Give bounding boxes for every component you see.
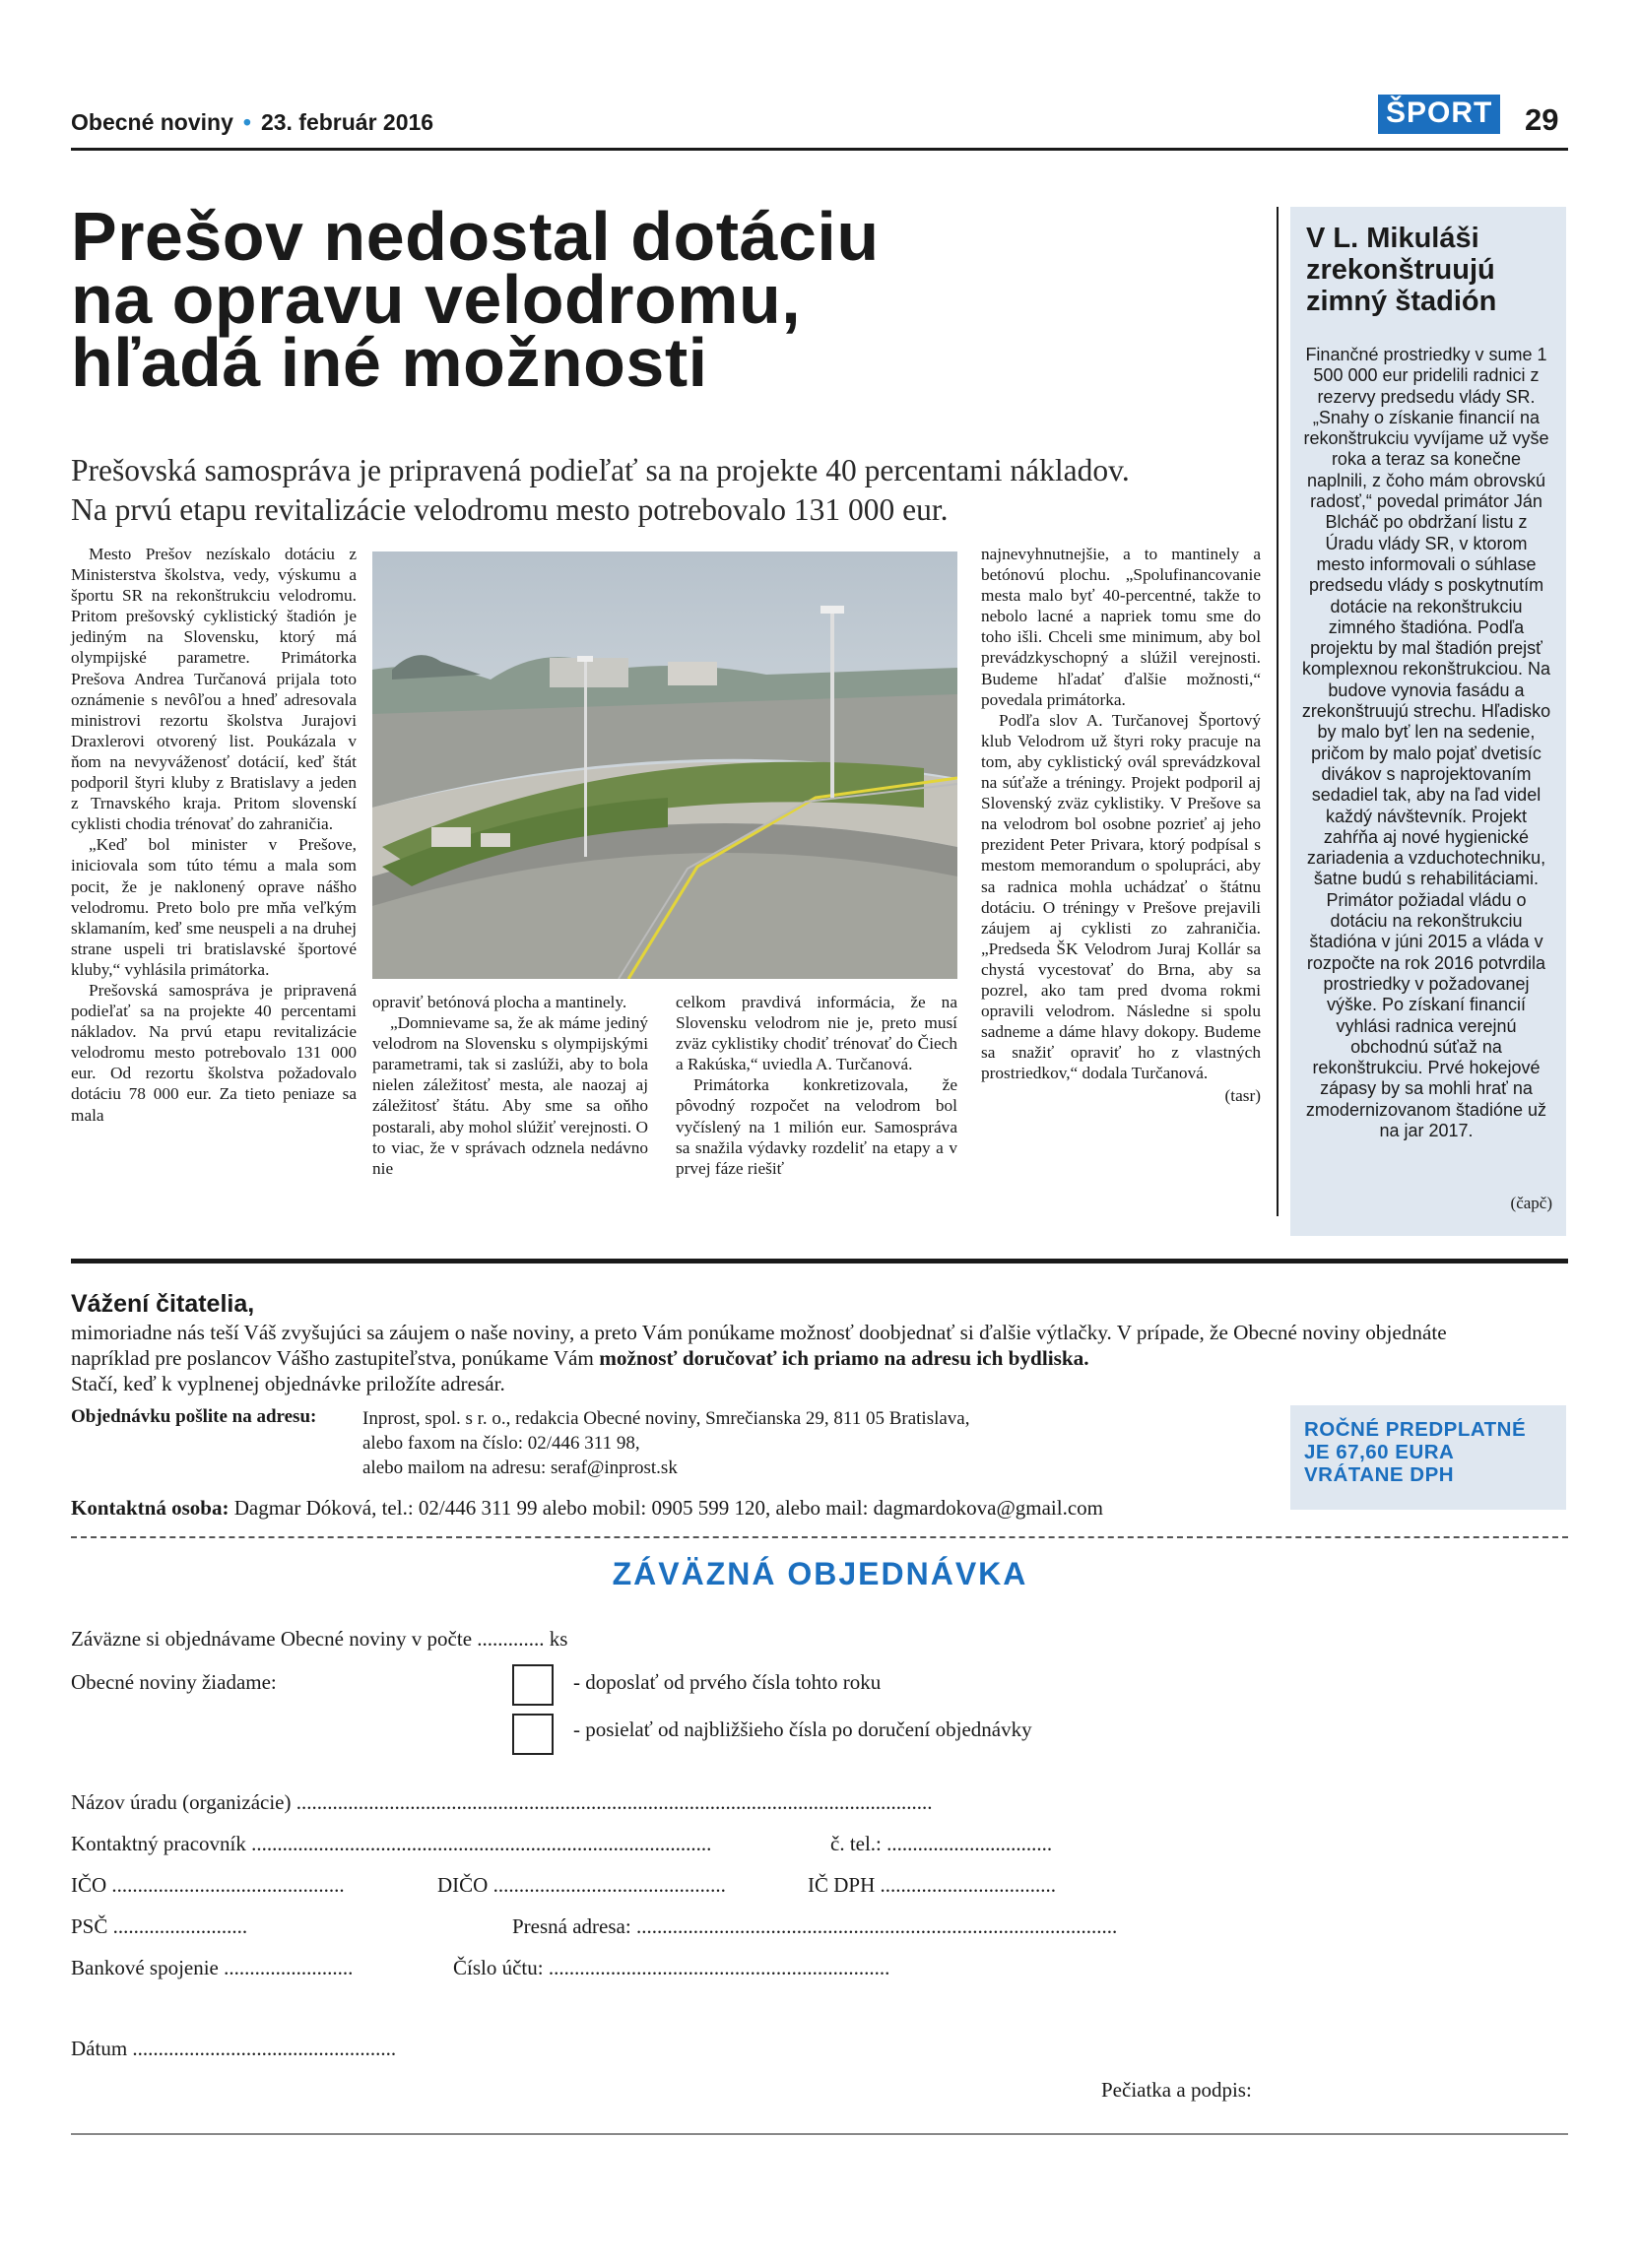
order-address-line: alebo mailom na adresu: seraf@inprost.sk [362, 1458, 678, 1478]
paragraph: „Keď bol minister v Prešove, iniciovala som túto tému a mala som pocit, že je naklonený oprave nášho velodromu. Preto bolo pre mňa veľkým sklamaním, keď sme neuspeli a na druhej strane uspeli tri bratislavské športové kluby,“ vyhlásila primátorka. [71, 835, 357, 979]
option-first-issue-checkbox[interactable] [512, 1664, 554, 1706]
order-address-line: alebo faxom na číslo: 02/446 311 98, [362, 1433, 640, 1454]
notice-title: Vážení čitatelia, [71, 1290, 255, 1318]
lead-line: Na prvú etapu revitalizácie velodromu mesto potrebovalo 131 000 eur. [71, 492, 949, 527]
paragraph: najnevyhnutnejšie, a to mantinely a betónovú plochu. „Spolufinancovanie mesta malo byť 40-percentné, takže to nebolo lacné a napriek tomu sme do toho išli. Chceli sme minimum, aby bol prevádzkyschopný a slúžil verejnosti. Budeme hľadať ďalšie možnosti,“ povedala primátorka. [981, 545, 1261, 709]
contact-details: Dagmar Dóková, tel.: 02/446 311 99 alebo mobil: 0905 599 120, alebo mail: dagmardokova@gmail.com [229, 1496, 1104, 1520]
cut-line [71, 1536, 1568, 1538]
subscription-text [1304, 1418, 1560, 1486]
section-rule [71, 1259, 1568, 1264]
contact-worker-field[interactable]: Kontaktný pracovník ......................................................................................... [71, 1832, 712, 1855]
article-headline [71, 198, 1233, 401]
postal-code-field[interactable]: PSČ .......................... [71, 1914, 248, 1938]
date-field[interactable]: Dátum ................................................... [71, 2037, 397, 2060]
velodrome-photo [372, 551, 957, 979]
organization-field[interactable]: Názov úradu (organizácie) ........................................................................................................................... [71, 1790, 933, 1814]
ico-field[interactable]: IČO ............................................. [71, 1873, 345, 1897]
option-next-issue-checkbox[interactable] [512, 1714, 554, 1755]
notice-text-bold: možnosť doručovať ich priamo na adresu ich bydliska. [599, 1346, 1089, 1370]
article-column-3 [676, 992, 957, 1179]
stamp-signature-label: Pečiatka a podpis: [1101, 2078, 1252, 2102]
dico-field[interactable]: DIČO ............................................. [437, 1873, 726, 1897]
phone-field[interactable]: č. tel.: ................................ [830, 1832, 1053, 1855]
page-number: 29 [1525, 102, 1559, 137]
paragraph: „Domnievame sa, že ak máme jediný velodrom na Slovensku s olympijskými parametrami, tak si zaslúži, aby to bola nielen záležitosť mesta, ale naozaj aj záležitosť štátu. Aby sme sa oňho postarali, aby mohol slúžiť verejnosti. O to viac, že v správach odznela nedávno nie [372, 1013, 648, 1178]
headline-line: Prešov nedostal dotáciu [71, 198, 880, 275]
option-first-issue-label: - doposlať od prvého čísla tohto roku [573, 1670, 882, 1694]
sidebar-text: Finančné prostriedky v sume 1 500 000 eur pridelili radnici z rezervy predsedu vlády SR. „Snahy o získanie financií na rekonštrukciu vyvíjame už vyše roka a teraz sa konečne naplnili, z čoho mám obrovskú radosť,“ povedal primátor Ján Blcháč po obdržaní listu z Úradu vlády SR, v ktorom mesto informovali o súhlase predsedu vlády s poskytnutím dotácie na rekonštrukciu zimného štadióna. Podľa projektu by mal štadión prejsť komplexnou rekonštrukciou. Na budove vynovia fasádu a zrekonštruujú strechu. Hľadisko by malo byť len na sedenie, pričom by malo pojať dvetisíc divákov s naprojektovaním sedadiel tak, aby na ľad videl každý návštevník. Projekt zahŕňa aj nové hygienické zariadenia a vzduchotechniku, šatne budú s rehabilitáciami. Primátor požiadal vládu o dotáciu na rekonštrukciu štadióna v júni 2015 a vláda v rozpočte na rok 2016 potvrdila prostriedky v požadovanej výške. Po získaní financií vyhlási radnica verejnú obchodnú súťaž na rekonštrukciu. Prvé hokejové zápasy by sa mohli hrať na zmodernizovanom štadióne už na jar 2017. [1301, 345, 1551, 1140]
order-address-line: Inprost, spol. s r. o., redakcia Obecné noviny, Smrečianska 29, 811 05 Bratislava, [362, 1408, 970, 1429]
notice-text [71, 1320, 1489, 1396]
header-rule [71, 148, 1568, 151]
headline-line: hľadá iné možnosti [71, 324, 708, 401]
order-address-label: Objednávku pošlite na adresu: [71, 1406, 317, 1427]
subscription-line: JE 67,60 EURA [1304, 1441, 1455, 1463]
lead-line: Prešovská samospráva je pripravená podieľať sa na projekte 40 percentami nákladov. [71, 453, 1130, 487]
address-field[interactable]: Presná adresa: ............................................................................................. [512, 1914, 1118, 1938]
bottom-rule [71, 2133, 1568, 2135]
sidebar-byline: (čapč) [1510, 1194, 1552, 1212]
article-column-1 [71, 544, 357, 1126]
paragraph: opraviť betónová plocha a mantinely. [372, 993, 627, 1011]
bank-field[interactable]: Bankové spojenie ......................... [71, 1956, 354, 1979]
contact-label: Kontaktná osoba: [71, 1496, 230, 1520]
article-lead [71, 451, 1273, 530]
request-label: Obecné noviny žiadame: [71, 1670, 277, 1694]
contact-person [71, 1496, 1103, 1521]
subscription-line: ROČNÉ PREDPLATNÉ [1304, 1418, 1527, 1441]
paragraph: Primátorka konkretizovala, že pôvodný rozpočet na velodrom bol vyčíslený na 1 milión eur. Samospráva sa snažila výdavky rozdeliť na etapy a v prvej fáze riešiť [676, 1075, 957, 1178]
paragraph: Podľa slov A. Turčanovej Športový klub Velodrom už štyri roky pracuje na tom, aby cyklistický ovál sprevádzkoval na súťaže a tréningy. Projekt podporil aj Slovenský zväz cyklistiky. V Prešove sa na velodrom bol osobne pozrieť aj jeho prezident Peter Privara, ktorý podpísal s mestom memorandum o spolupráci, aby sa radnica mohla uchádzať o štátnu dotáciu. O tréningy v Prešove prejavili záujem aj cyklisti zo zahraničia. „Predseda ŠK Velodrom Juraj Kollár sa chystá vycestovať do Brna, aby sa pozrel, ako tam pred dvoma rokmi opravili velodrom. Následne si spolu sadneme a dáme hlavy dokopy. Budeme sa snažiť opraviť ho z vlastných prostriedkov,“ dodala Turčanová. [981, 710, 1261, 1083]
account-field[interactable]: Číslo účtu: .................................................................. [453, 1956, 890, 1979]
column-divider [1277, 207, 1279, 1216]
paragraph: Prešovská samospráva je pripravená podieľať sa na projekte 40 percentami nákladov. Na prvú etapu revitalizácie velodromu mesto potrebovalo 131 000 eur. Od rezortu školstva požadovalo dotáciu 78 000 eur. Za tieto peniaze sa mala [71, 980, 357, 1125]
icdph-field[interactable]: IČ DPH .................................. [808, 1873, 1057, 1897]
subscription-line: VRÁTANE DPH [1304, 1463, 1455, 1486]
sidebar-title: V L. Mikuláši zrekonštruujú zimný štadión [1306, 223, 1497, 317]
separator-dot: • [242, 109, 251, 135]
form-title: ZÁVÄZNÁ OBJEDNÁVKA [612, 1556, 1028, 1591]
masthead-line [71, 109, 433, 136]
section-label: ŠPORT [1378, 95, 1500, 134]
article-column-4 [981, 544, 1261, 1107]
notice-text-b: Stačí, keď k vyplnenej objednávke priložíte adresár. [71, 1372, 505, 1395]
paragraph: celkom pravdivá informácia, že na Slovensku velodrom nie je, preto musí zväz cyklistiky chodiť trénovať do Čiech a Rakúska,“ uviedla A. Turčanová. [676, 993, 957, 1074]
order-address [362, 1406, 969, 1480]
paragraph: Mesto Prešov nezískalo dotáciu z Ministerstva školstva, vedy, výskumu a športu SR na rekonštrukciu velodromu. Pritom prešovský cyklistický štadión je jediným na Slovensku, ktorý má olympijské parametre. Primátorka Prešova Andrea Turčanová prijala toto oznámenie s nevôľou a hneď adresovala ministrovi rezortu školstva Jurajovi Draxlerovi otvorený list. Poukázala v ňom na nevyváženosť dotácií, keď štát podporil štyri kluby z Bratislavy a jeden z Trnavského kraja. Pritom slovenskí cyklisti chodia trénovať do zahraničia. [71, 545, 357, 834]
notice-text-a: mimoriadne nás teší Váš zvyšujúci sa záujem o naše noviny, a preto Vám ponúkame možnosť doobjednať si ďalšie výtlačky. V prípade, že Obecné noviny objednáte napríklad pre poslancov Vášho zastupiteľstva, ponúkame Vám [71, 1321, 1447, 1370]
option-next-issue-label: - posielať od najbližšieho čísla po doručení objednávky [573, 1717, 1032, 1741]
quantity-field[interactable]: Záväzne si objednávame Obecné noviny v počte ............. ks [71, 1627, 568, 1651]
paper-name: Obecné noviny [71, 109, 233, 135]
article-column-2 [372, 992, 648, 1179]
article-byline: (tasr) [1224, 1086, 1261, 1106]
headline-line: na opravu velodromu, [71, 261, 802, 338]
issue-date: 23. február 2016 [260, 109, 434, 135]
